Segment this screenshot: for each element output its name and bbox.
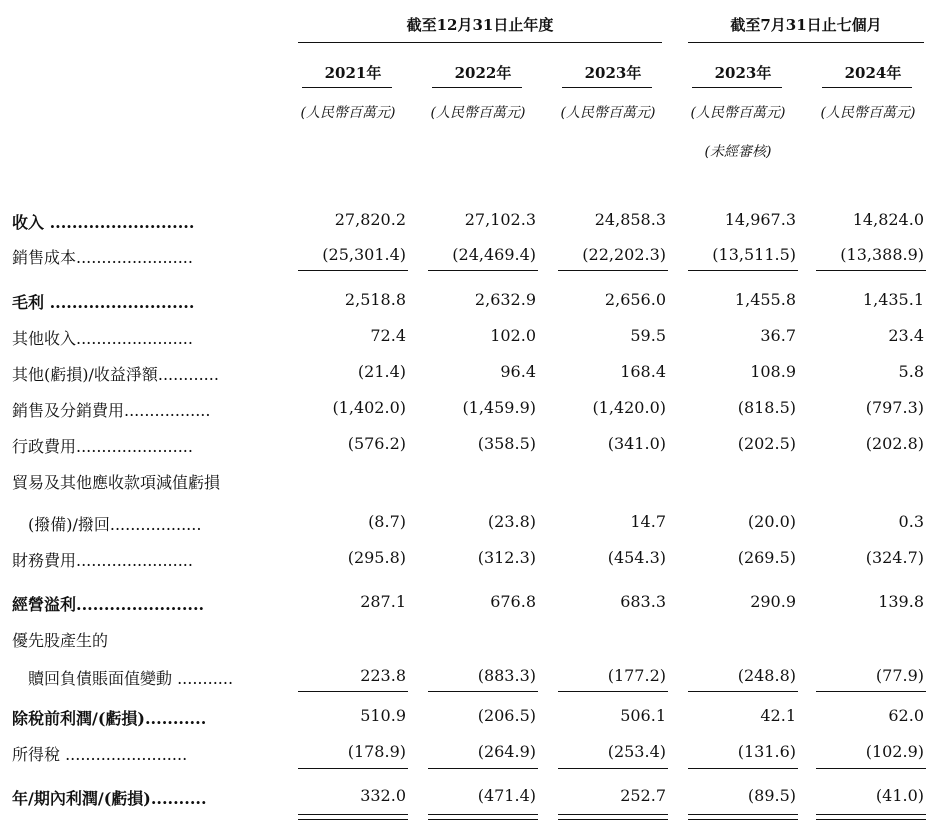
row-value: 168.4 [620,362,666,381]
column-year-rule [822,87,912,88]
row-value: 1,435.1 [862,290,924,309]
group-rule-year-ended [298,42,662,43]
row-value: 102.0 [490,326,536,345]
row-value: 42.1 [760,706,796,725]
row-label: 優先股產生的 [12,631,109,650]
subtotal-rule [298,768,408,769]
row-value: (797.3) [865,398,924,417]
row-value: (24,469.4) [452,245,536,264]
subtotal-rule [688,691,798,692]
row-value: 24,858.3 [594,210,666,229]
row-label: 除稅前利潤/(虧損)........... [12,709,207,728]
row-value: 506.1 [620,706,666,725]
row-label: 經營溢利....................... [12,595,205,614]
row-value: 2,632.9 [474,290,536,309]
row-value: (21.4) [357,362,406,381]
row-label: 銷售及分銷費用................. [12,401,211,420]
row-label: 收入 .......................... [12,213,195,232]
row-label: 貿易及其他應收款項減值虧損 [12,473,221,492]
subtotal-rule [558,691,668,692]
row-value: 14,824.0 [852,210,924,229]
total-double-rule [816,814,926,820]
column-year-rule [432,87,522,88]
row-value: (206.5) [477,706,536,725]
row-value: 510.9 [360,706,406,725]
column-year-header: 2022年 [454,64,512,82]
row-value: 27,102.3 [464,210,536,229]
row-value: (312.3) [477,548,536,567]
row-value: (89.5) [747,786,796,805]
row-value: 108.9 [750,362,796,381]
row-value: (324.7) [865,548,924,567]
row-value: 5.8 [898,362,924,381]
column-unit-label: (人民幣百萬元) [560,105,656,121]
subtotal-rule [298,691,408,692]
row-value: (25,301.4) [322,245,406,264]
row-value: (23.8) [487,512,536,531]
row-value: (341.0) [607,434,666,453]
subtotal-rule [688,768,798,769]
row-value: 14.7 [630,512,666,531]
row-value: (358.5) [477,434,536,453]
row-label: 所得稅 ........................ [12,745,188,764]
subtotal-rule [428,270,538,271]
row-label: 年/期內利潤/(虧損).......... [12,789,207,808]
total-double-rule [298,814,408,820]
row-value: (269.5) [737,548,796,567]
row-value: (295.8) [347,548,406,567]
row-value: (253.4) [607,742,666,761]
subtotal-rule [816,691,926,692]
column-year-rule [302,87,392,88]
row-value: 332.0 [360,786,406,805]
column-year-rule [562,87,652,88]
row-value: (576.2) [347,434,406,453]
row-value: 36.7 [760,326,796,345]
row-value: 676.8 [490,592,536,611]
subtotal-rule [816,768,926,769]
row-value: 683.3 [620,592,666,611]
row-value: (13,388.9) [840,245,924,264]
row-label: 財務費用....................... [12,551,193,570]
row-value: 1,455.8 [734,290,796,309]
row-value: (454.3) [607,548,666,567]
row-value: 14,967.3 [724,210,796,229]
row-value: 2,656.0 [604,290,666,309]
total-double-rule [428,814,538,820]
column-unit-label: (人民幣百萬元) [300,105,396,121]
row-value: (41.0) [875,786,924,805]
row-value: 0.3 [898,512,924,531]
column-year-rule [692,87,782,88]
row-value: (77.9) [875,666,924,685]
row-value: (202.5) [737,434,796,453]
row-value: 290.9 [750,592,796,611]
row-value: 223.8 [360,666,406,685]
row-value: (102.9) [865,742,924,761]
subtotal-rule [428,768,538,769]
row-value: (20.0) [747,512,796,531]
row-value: (264.9) [477,742,536,761]
row-label: 毛利 .......................... [12,293,195,312]
row-value: (177.2) [607,666,666,685]
row-value: 139.8 [878,592,924,611]
row-value: 27,820.2 [334,210,406,229]
row-value: (13,511.5) [712,245,796,264]
row-label: 銷售成本....................... [12,248,193,267]
subtotal-rule [558,768,668,769]
row-value: (178.9) [347,742,406,761]
column-year-header: 2023年 [714,64,772,82]
group-title-year-ended: 截至12月31日止年度 [406,16,554,34]
column-unit-label: (人民幣百萬元) [430,105,526,121]
row-value: (1,402.0) [332,398,406,417]
row-value: (883.3) [477,666,536,685]
group-title-seven-months: 截至7月31日止七個月 [730,16,882,34]
column-year-header: 2023年 [584,64,642,82]
row-value: 59.5 [630,326,666,345]
row-value: 287.1 [360,592,406,611]
row-value: (248.8) [737,666,796,685]
row-value: 252.7 [620,786,666,805]
total-double-rule [558,814,668,820]
column-unaudited-note: (未經審核) [704,144,772,160]
row-label: 其他(虧損)/收益淨額............ [12,365,219,384]
row-value: 2,518.8 [344,290,406,309]
row-value: 96.4 [500,362,536,381]
row-label: (撥備)/撥回.................. [12,515,202,534]
column-year-header: 2024年 [844,64,902,82]
row-value: (131.6) [737,742,796,761]
row-value: (22,202.3) [582,245,666,264]
row-value: (202.8) [865,434,924,453]
row-value: 23.4 [888,326,924,345]
subtotal-rule [816,270,926,271]
row-value: (8.7) [368,512,406,531]
column-year-header: 2021年 [324,64,382,82]
row-label: 其他收入....................... [12,329,193,348]
row-label: 行政費用....................... [12,437,193,456]
group-rule-seven-months [688,42,924,43]
total-double-rule [688,814,798,820]
subtotal-rule [428,691,538,692]
row-label: 贖回負債賬面值變動 ........... [12,669,234,688]
row-value: 72.4 [370,326,406,345]
row-value: (1,459.9) [462,398,536,417]
subtotal-rule [558,270,668,271]
column-unit-label: (人民幣百萬元) [690,105,786,121]
row-value: (818.5) [737,398,796,417]
subtotal-rule [298,270,408,271]
subtotal-rule [688,270,798,271]
column-unit-label: (人民幣百萬元) [820,105,916,121]
row-value: 62.0 [888,706,924,725]
row-value: (1,420.0) [592,398,666,417]
row-value: (471.4) [477,786,536,805]
